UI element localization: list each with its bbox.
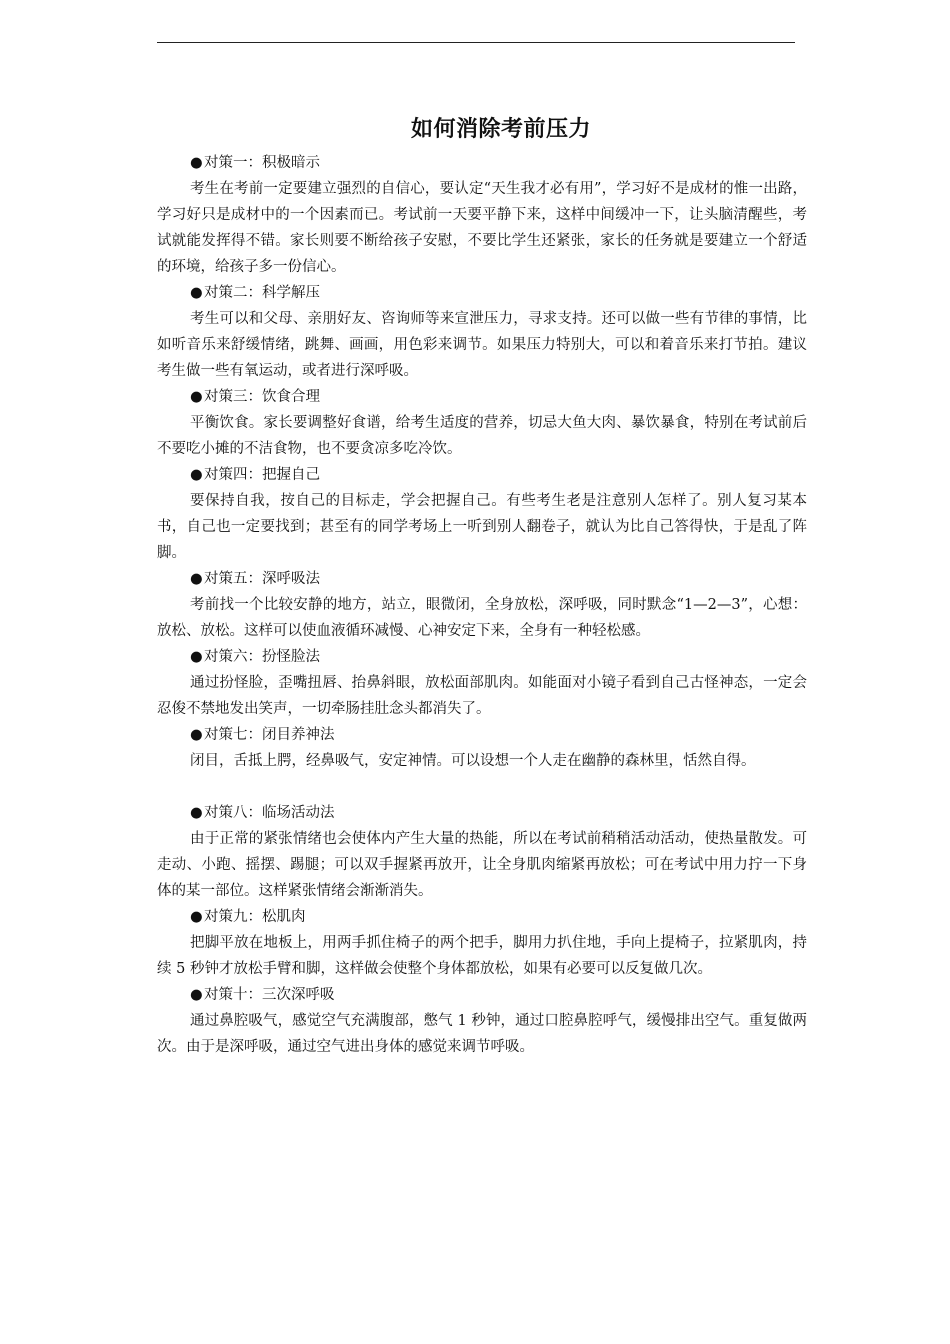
section-heading xyxy=(157,280,807,306)
section-paragraph: 由于正常的紧张情绪也会使体内产生大量的热能，所以在考试前稍稍活动活动，使热量散发。可走动、小跑、摇摆、踢腿；可以双手握紧再放开，让全身肌肉缩紧再放松；可在考试中用力拧一下身体的某一部位。这样紧张情绪会渐渐消失。 xyxy=(157,831,807,899)
section-heading-text: 对策九：松肌肉 xyxy=(204,909,306,925)
section-heading xyxy=(157,462,807,488)
section-heading-text: 对策七：闭目养神法 xyxy=(204,727,335,743)
section-heading xyxy=(157,150,807,176)
header-rule xyxy=(157,42,795,43)
section-paragraph: 通过鼻腔吸气，感觉空气充满腹部，憋气 1 秒钟，通过口腔鼻腔呼气，缓慢排出空气。重复做两次。由于是深呼吸，通过空气进出身体的感觉来调节呼吸。 xyxy=(157,1013,807,1055)
section-heading xyxy=(157,722,807,748)
section-heading-text: 对策三：饮食合理 xyxy=(204,389,320,405)
bullet-icon: ● xyxy=(190,467,203,483)
section-paragraph: 考前找一个比较安静的地方，站立，眼微闭，全身放松，深呼吸，同时默念“1—2—3”，心想：放松、放松。这样可以使血液循环减慢、心神安定下来，全身有一种轻松感。 xyxy=(157,597,807,639)
bullet-icon: ● xyxy=(190,649,203,665)
bullet-icon: ● xyxy=(190,909,203,925)
section-paragraph: 把脚平放在地板上，用两手抓住椅子的两个把手，脚用力扒住地，手向上提椅子，拉紧肌肉，持续 5 秒钟才放松手臂和脚，这样做会使整个身体都放松，如果有必要可以反复做几次。 xyxy=(157,935,807,977)
section-heading xyxy=(157,566,807,592)
section-heading xyxy=(157,384,807,410)
section-paragraph: 平衡饮食。家长要调整好食谱，给考生适度的营养，切忌大鱼大肉、暴饮暴食，特别在考试前后不要吃小摊的不洁食物，也不要贪凉多吃冷饮。 xyxy=(157,415,807,457)
bullet-icon: ● xyxy=(190,389,203,405)
document-body xyxy=(157,150,807,1060)
section-paragraph: 要保持自我，按自己的目标走，学会把握自己。有些考生老是注意别人怎样了。别人复习某本书，自己也一定要找到；甚至有的同学考场上一听到别人翻卷子，就认为比自己答得快，于是乱了阵脚。 xyxy=(157,493,807,561)
bullet-icon: ● xyxy=(190,571,203,587)
bullet-icon: ● xyxy=(190,285,203,301)
section-heading-text: 对策一：积极暗示 xyxy=(204,155,320,171)
section-paragraph: 通过扮怪脸，歪嘴扭唇、抬鼻斜眼，放松面部肌肉。如能面对小镜子看到自己古怪神态，一定会忍俊不禁地发出笑声，一切牵肠挂肚念头都消失了。 xyxy=(157,675,807,717)
page-title: 如何消除考前压力 xyxy=(410,117,591,142)
section-paragraph: 考生可以和父母、亲朋好友、咨询师等来宣泄压力，寻求支持。还可以做一些有节律的事情，比如听音乐来舒缓情绪，跳舞、画画，用色彩来调节。如果压力特别大，可以和着音乐来打节拍。建议考生做一些有氧运动，或者进行深呼吸。 xyxy=(157,311,807,379)
bullet-icon: ● xyxy=(190,805,203,821)
section-paragraph: 闭目，舌抵上腭，经鼻吸气，安定神情。可以设想一个人走在幽静的森林里，恬然自得。 xyxy=(190,753,756,769)
bullet-icon: ● xyxy=(190,987,203,1003)
section-paragraph: 考生在考前一定要建立强烈的自信心，要认定“天生我才必有用”，学习好不是成材的惟一出路，学习好只是成材中的一个因素而已。考试前一天要平静下来，这样中间缓冲一下，让头脑清醒些，考试就能发挥得不错。家长则要不断给孩子安慰，不要比学生还紧张，家长的任务就是要建立一个舒适的环境，给孩子多一份信心。 xyxy=(157,181,807,275)
section-heading-text: 对策十：三次深呼吸 xyxy=(204,987,335,1003)
section-heading-text: 对策八：临场活动法 xyxy=(204,805,335,821)
blank-line xyxy=(157,774,807,800)
section-heading-text: 对策四：把握自己 xyxy=(204,467,320,483)
section-heading xyxy=(157,904,807,930)
section-heading-text: 对策五：深呼吸法 xyxy=(204,571,320,587)
section-heading-text: 对策六：扮怪脸法 xyxy=(204,649,320,665)
section-heading xyxy=(157,800,807,826)
bullet-icon: ● xyxy=(190,727,203,743)
section-heading-text: 对策二：科学解压 xyxy=(204,285,320,301)
section-heading xyxy=(157,982,807,1008)
bullet-icon: ● xyxy=(190,155,203,171)
section-heading xyxy=(157,644,807,670)
